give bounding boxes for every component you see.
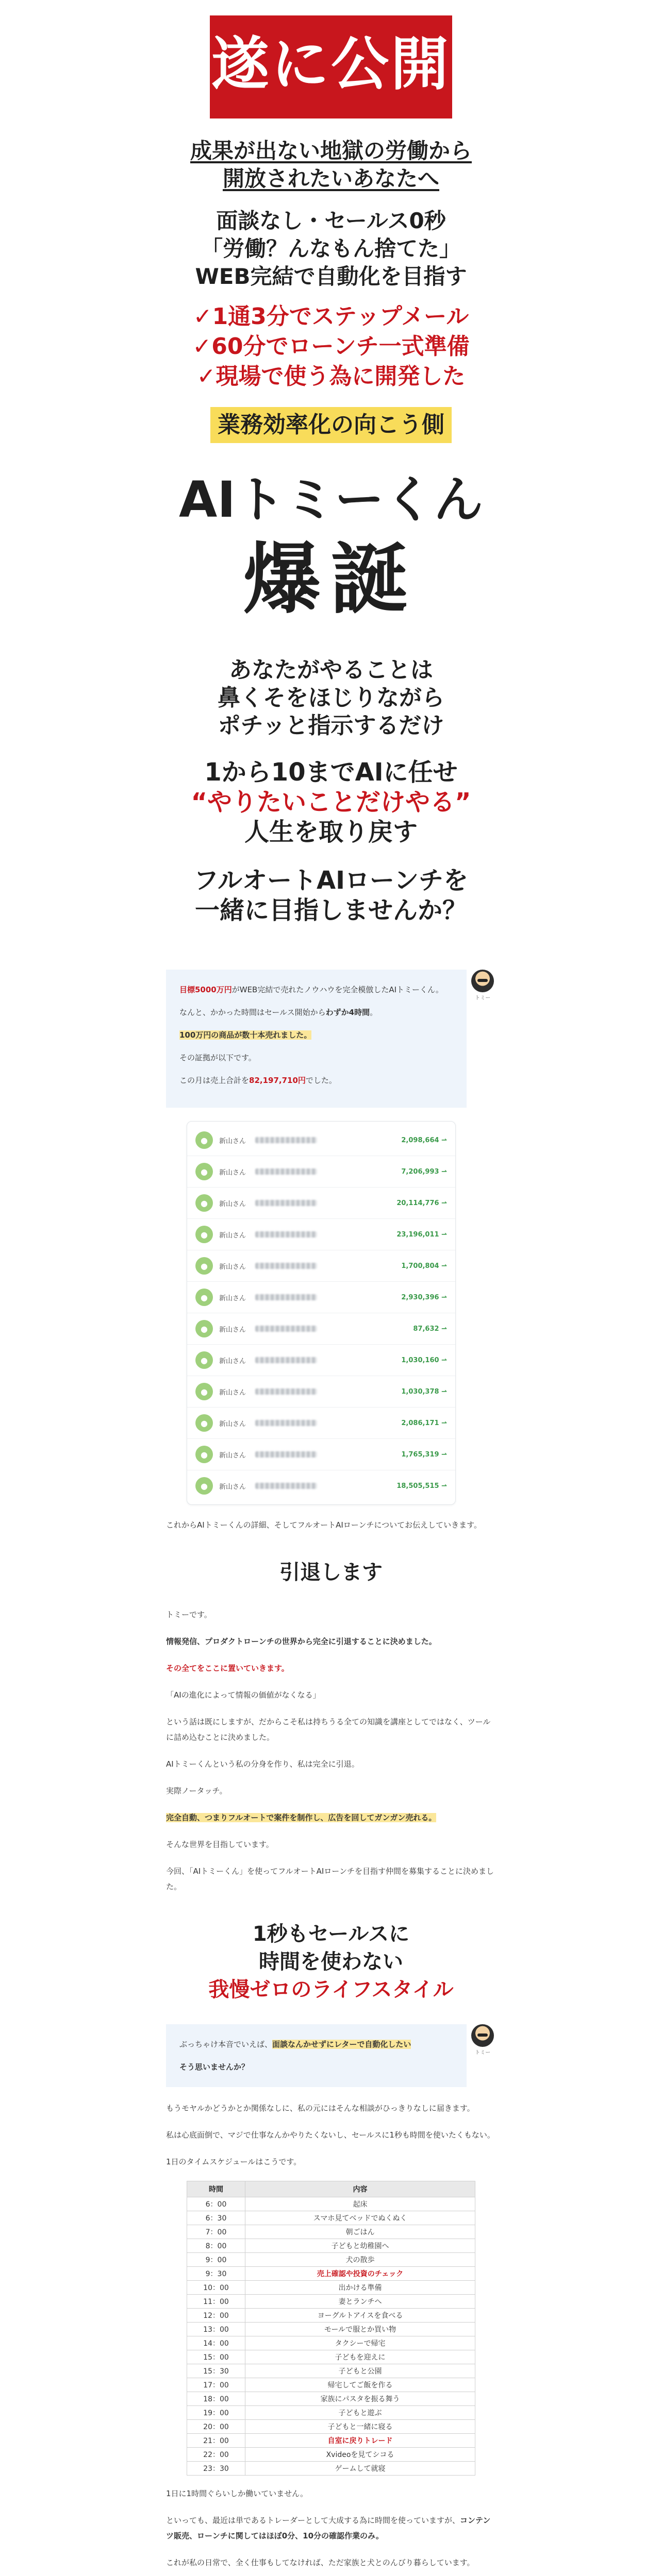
- content-cell: 妻とランチへ: [245, 2295, 475, 2309]
- text: この月は売上合計を: [179, 1076, 250, 1085]
- user-icon: ●: [195, 1226, 213, 1243]
- landing-page: [166, 0, 496, 2576]
- content-cell: ヨーグルトアイスを食べる: [245, 2309, 475, 2323]
- table-row: [187, 2350, 475, 2364]
- hero-checklist: [166, 302, 496, 392]
- sales-row: [187, 1156, 455, 1188]
- paragraph: 私は心底面倒で、マジで仕事なんかやりたくないし、セールスに1秒も時間を使いたくもない。: [166, 2130, 495, 2140]
- blurred-text: [255, 1231, 317, 1238]
- sales-row: [187, 1188, 455, 1219]
- product-title: AIトミーくん: [178, 471, 483, 529]
- sale-amount: 18,505,515 ⇀: [396, 1482, 447, 1490]
- user-icon: ●: [195, 1163, 213, 1180]
- time-cell: 18：00: [187, 2392, 245, 2406]
- text: ぶっちゃけ本音でいえば、: [179, 2040, 273, 2049]
- sale-amount: 2,930,396 ⇀: [401, 1293, 447, 1301]
- sales-row: [187, 1250, 455, 1282]
- sale-name: 新山さん: [219, 1294, 246, 1302]
- table-row: [187, 2448, 475, 2462]
- avatar-column: [470, 970, 496, 1001]
- paragraph: そんな世界を目指しています。: [166, 1840, 274, 1849]
- check-item: ✓1通3分でステップメール: [193, 303, 469, 330]
- time-cell: 22：00: [187, 2448, 245, 2462]
- content-cell: 子どもと幼稚園へ: [245, 2239, 475, 2253]
- avatar-name: トミー: [475, 2050, 491, 2056]
- blurred-text: [255, 1326, 317, 1332]
- hero-block-line: ポチッと指示するだけ: [218, 713, 444, 739]
- sale-name: 新山さん: [219, 1137, 246, 1145]
- blurred-text: [255, 1451, 317, 1458]
- section-body: [166, 1607, 496, 1894]
- bold-paragraph: 情報発信、プロダクトローンチの世界から完全に引退することに決めました。: [166, 1637, 437, 1646]
- hero-lines: [166, 207, 496, 291]
- sale-name: 新山さん: [219, 1451, 246, 1460]
- content-cell: 出かける準備: [245, 2281, 475, 2295]
- time-cell: 12：00: [187, 2309, 245, 2323]
- content-cell: スマホ見てベッドでぬくぬく: [245, 2211, 475, 2225]
- blurred-text: [255, 1263, 317, 1269]
- column-header: 内容: [245, 2181, 475, 2197]
- sale-name: 新山さん: [219, 1326, 246, 1334]
- bold-text: そう思いませんか？: [179, 2062, 250, 2072]
- paragraph: 今回、「AIトミーくん」を使ってフルオートAIローンチを目指す仲間を募集することに決めました。: [166, 1867, 494, 1891]
- content-cell: 子どもを迎えに: [245, 2350, 475, 2364]
- avatar: [471, 2024, 494, 2047]
- highlight-text: 目標5000万円: [179, 985, 232, 994]
- hero-sub-line: 成果が出ない地獄の労働から: [190, 138, 472, 163]
- blurred-text: [255, 1168, 317, 1175]
- section-body: [166, 2486, 496, 2576]
- sale-name: 新山さん: [219, 1231, 246, 1240]
- paragraph: 1日に1時間ぐらいしか働いていません。: [166, 2489, 308, 2498]
- paragraph: 実際ノータッチ。: [166, 1786, 227, 1795]
- hero-block-line: 鼻くそをほじりながら: [218, 685, 444, 711]
- hero-block-1: [166, 656, 496, 740]
- sale-amount: 87,632 ⇀: [413, 1325, 447, 1333]
- hero-block-line: あなたがやることは: [229, 657, 433, 683]
- paragraph: 1日のタイムスケジュールはこうです。: [166, 2157, 302, 2166]
- content-cell: 朝ごはん: [245, 2225, 475, 2239]
- table-row: [187, 2378, 475, 2392]
- hero-line: 面談なし・セールス0秒: [216, 208, 446, 233]
- time-cell: 20：00: [187, 2420, 245, 2434]
- table-row: [187, 2392, 475, 2406]
- blurred-text: [255, 1137, 317, 1143]
- schedule-table: [187, 2181, 475, 2476]
- user-icon: ●: [195, 1351, 213, 1369]
- speech-text: [166, 970, 467, 1108]
- heading-line: 我慢ゼロのライフスタイル: [208, 1978, 454, 2002]
- column-header: 時間: [187, 2181, 245, 2197]
- marker-text: 100万円の商品が数十本売れました。: [179, 1030, 312, 1040]
- table-row: [187, 2281, 475, 2295]
- paragraph: これからAIトミーくんの詳細、そしてフルオートAIローンチについてお伝えしていきます。: [166, 1520, 482, 1530]
- user-icon: ●: [195, 1477, 213, 1495]
- sales-row: [187, 1313, 455, 1345]
- table-row: [187, 2225, 475, 2239]
- time-cell: 11：00: [187, 2295, 245, 2309]
- content-cell: 子どもと公園: [245, 2364, 475, 2378]
- sale-name: 新山さん: [219, 1357, 246, 1365]
- content-cell: 売上確認や投資のチェック: [245, 2267, 475, 2281]
- sale-name: 新山さん: [219, 1420, 246, 1428]
- user-icon: ●: [195, 1414, 213, 1432]
- content-cell: 子どもと遊ぶ: [245, 2406, 475, 2420]
- body-text: [166, 1517, 496, 1533]
- content-cell: 帰宅してご飯を作る: [245, 2378, 475, 2392]
- section-heading: [166, 1920, 496, 2004]
- marker-paragraph: 完全自動、つまりフルオートで案件を制作し、広告を回してガンガン売れる。: [166, 1813, 437, 1822]
- time-cell: 10：00: [187, 2281, 245, 2295]
- time-cell: 7：00: [187, 2225, 245, 2239]
- marker-text: 面談なんかせずにレターで自動化したい: [272, 2040, 411, 2049]
- table-row: [187, 2336, 475, 2350]
- text: でした。: [305, 1076, 337, 1085]
- sale-amount: 2,098,664 ⇀: [401, 1136, 447, 1144]
- text: なんと、かかった時間はセールス開始から: [179, 1008, 326, 1017]
- blurred-text: [255, 1420, 317, 1426]
- user-icon: ●: [195, 1446, 213, 1463]
- hero-line: 「労働？んなもん捨てた」: [201, 236, 461, 261]
- sales-row: [187, 1408, 455, 1439]
- time-cell: 19：00: [187, 2406, 245, 2420]
- time-cell: 17：00: [187, 2378, 245, 2392]
- blurred-text: [255, 1200, 317, 1206]
- avatar-column: [470, 2024, 496, 2056]
- sale-amount: 23,196,011 ⇀: [396, 1230, 447, 1239]
- table-row: [187, 2295, 475, 2309]
- check-item: ✓現場で使う為に開発した: [196, 363, 466, 389]
- paragraph: もうモヤルかどうかとか関係なしに、私の元にはそんな相談がひっきりなしに届きます。: [166, 2104, 475, 2113]
- sales-row: [187, 1376, 455, 1408]
- bold-text: わずか4時間: [325, 1008, 370, 1017]
- table-row: [187, 2434, 475, 2448]
- table-row: [187, 2462, 475, 2476]
- user-icon: ●: [195, 1320, 213, 1337]
- heading-line: 時間を使わない: [259, 1950, 403, 1974]
- sales-row: [187, 1219, 455, 1250]
- user-icon: ●: [195, 1383, 213, 1400]
- sales-row: [187, 1345, 455, 1376]
- red-paragraph: その全てをここに置いていきます。: [166, 1664, 289, 1673]
- content-cell: 家族にパスタを振る舞う: [245, 2392, 475, 2406]
- heading-line: 1秒もセールスに: [252, 1922, 410, 1946]
- sales-row: [187, 1282, 455, 1313]
- hero-block-line: “やりたいことだけやる”: [191, 788, 471, 817]
- paragraph: という話は既にしますが、だからこそ私は持ちうる全ての知識を講座としてではなく、ツールに詰め込むことに決めました。: [166, 1717, 491, 1742]
- text: がWEB完結で売れたノウハウを完全模倣したAIトミーくん。: [231, 985, 443, 994]
- content-cell: Xvideoを見てシコる: [245, 2448, 475, 2462]
- table-row: [187, 2309, 475, 2323]
- speech-text: [166, 2024, 467, 2087]
- time-cell: 15：00: [187, 2350, 245, 2364]
- time-cell: 9：30: [187, 2267, 245, 2281]
- user-icon: ●: [195, 1131, 213, 1149]
- sale-amount: 1,765,319 ⇀: [401, 1450, 447, 1459]
- highlight-text: 82,197,710円: [249, 1076, 306, 1085]
- time-cell: 14：00: [187, 2336, 245, 2350]
- hero-block-2: [166, 757, 496, 847]
- avatar-name: トミー: [475, 995, 491, 1001]
- hero-badge: 遂に公開: [210, 15, 452, 118]
- sale-amount: 2,086,171 ⇀: [401, 1419, 447, 1427]
- content-cell: 自室に戻りトレード: [245, 2434, 475, 2448]
- sales-row: [187, 1470, 455, 1501]
- hero-block-line: フルオートAIローンチを: [193, 866, 469, 895]
- speech-balloon: [166, 970, 496, 1108]
- table-row: [187, 2406, 475, 2420]
- paragraph: トミーです。: [166, 1610, 212, 1619]
- paragraph: これが私の日常で、全く仕事もしてなければ、ただ家族と犬とのんびり暮らしています。: [166, 2558, 475, 2567]
- time-cell: 13：00: [187, 2323, 245, 2336]
- time-cell: 6：00: [187, 2197, 245, 2211]
- avatar: [471, 970, 494, 992]
- hero-block-line: 一緒に目指しませんか？: [194, 896, 467, 925]
- sales-row: [187, 1439, 455, 1470]
- table-row: [187, 2211, 475, 2225]
- content-cell: 起床: [245, 2197, 475, 2211]
- sale-name: 新山さん: [219, 1168, 246, 1177]
- sale-amount: 1,030,160 ⇀: [401, 1356, 447, 1364]
- paragraph: AIトミーくんという私の分身を作り、私は完全に引退。: [166, 1759, 359, 1769]
- table-row: [187, 2267, 475, 2281]
- time-cell: 15：30: [187, 2364, 245, 2378]
- user-icon: ●: [195, 1289, 213, 1306]
- time-cell: 6：30: [187, 2211, 245, 2225]
- blurred-text: [255, 1357, 317, 1363]
- text: 。: [370, 1008, 378, 1017]
- time-cell: 9：00: [187, 2253, 245, 2267]
- blurred-text: [255, 1388, 317, 1395]
- user-icon: ●: [195, 1194, 213, 1212]
- hero-sub-line: 開放されたいあなたへ: [222, 166, 439, 191]
- sale-amount: 1,700,804 ⇀: [401, 1262, 447, 1270]
- sale-amount: 7,206,993 ⇀: [401, 1167, 447, 1176]
- sales-row: [187, 1125, 455, 1156]
- sale-name: 新山さん: [219, 1483, 246, 1491]
- time-cell: 23：30: [187, 2462, 245, 2476]
- table-row: [187, 2197, 475, 2211]
- content-cell: 犬の散歩: [245, 2253, 475, 2267]
- text: その証拠が以下です。: [179, 1053, 256, 1062]
- content-cell: 子どもと一緒に寝る: [245, 2420, 475, 2434]
- blurred-text: [255, 1294, 317, 1300]
- sale-name: 新山さん: [219, 1263, 246, 1271]
- sale-name: 新山さん: [219, 1388, 246, 1397]
- hero-block-3: [166, 866, 496, 925]
- content-cell: タクシーで帰宅: [245, 2336, 475, 2350]
- user-icon: ●: [195, 1257, 213, 1275]
- text: といっても、最近は単であるトレーダーとして大成する為に時間を使っていますが、: [166, 2516, 460, 2525]
- sale-amount: 20,114,776 ⇀: [396, 1199, 447, 1207]
- bakutan-title: 爆誕: [243, 535, 419, 624]
- time-cell: 8：00: [187, 2239, 245, 2253]
- time-cell: 21：00: [187, 2434, 245, 2448]
- content-cell: ゲームして就寝: [245, 2462, 475, 2476]
- table-row: [187, 2364, 475, 2378]
- hero-subtitle: [166, 137, 496, 193]
- check-item: ✓60分でローンチ一式準備: [192, 333, 470, 360]
- hero-block-line: 人生を取り戻す: [244, 818, 418, 846]
- blurred-text: [255, 1483, 317, 1489]
- section-heading: 引退します: [279, 1561, 383, 1584]
- table-row: [187, 2420, 475, 2434]
- table-row: [187, 2323, 475, 2336]
- bold-text: コンテンツ販売、ローンチに関してはほぼ0分、10分の確認作業のみ。: [166, 2516, 491, 2540]
- section-body: [166, 2100, 496, 2170]
- speech-balloon: [166, 2024, 496, 2087]
- sales-list: [187, 1121, 456, 1505]
- sale-amount: 1,030,378 ⇀: [401, 1387, 447, 1396]
- table-row: [187, 2253, 475, 2267]
- sale-name: 新山さん: [219, 1200, 246, 1208]
- hero-block-line: 1から10までAIに任せ: [204, 758, 458, 787]
- paragraph: 「AIの進化によって情報の価値がなくなる」: [166, 1690, 321, 1700]
- content-cell: モールで服とか買い物: [245, 2323, 475, 2336]
- hero-line: WEB完結で自動化を目指す: [195, 264, 467, 289]
- table-row: [187, 2239, 475, 2253]
- highlight-band: 業務効率化の向こう側: [210, 407, 452, 443]
